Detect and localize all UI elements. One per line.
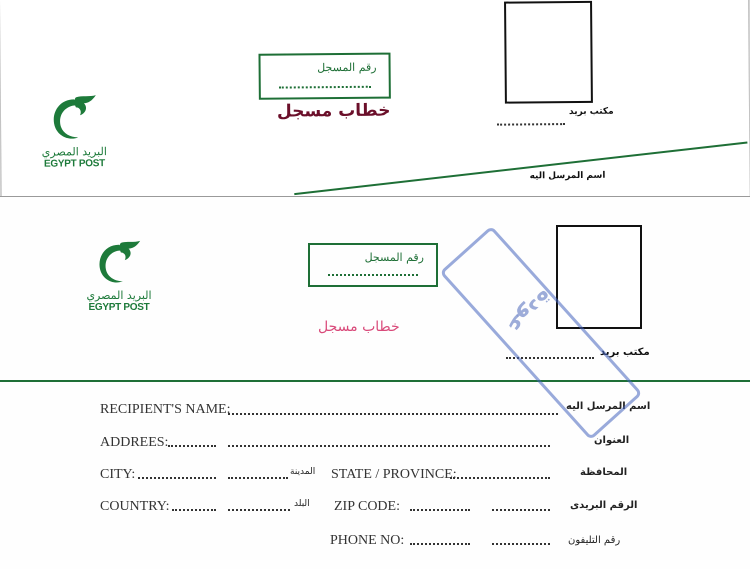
registration-number-label: رقم المسجل [317,60,377,75]
registration-number-label: رقم المسجل [364,251,424,264]
zip-code-arabic-label: الرقم البريدى [570,500,638,511]
country-label: COUNTRY: [100,499,170,514]
state-label: STATE / PROVINCE: [331,467,457,482]
registration-number-box [308,243,438,287]
state-dotline [450,477,550,479]
address-arabic-label: العنوان [594,435,630,446]
city-dotline-1 [138,477,216,479]
post-office-dotline [497,123,565,126]
phone-dotline-2 [492,543,550,545]
city-label: CITY: [100,467,136,482]
country-dotline-2 [228,509,290,511]
phone-arabic-label: رقم التليفون [568,535,621,546]
logo-arabic-text: البريد المصري [86,289,152,302]
front-green-divider [0,380,750,382]
back-envelope [0,0,750,210]
country-dotline-1 [172,509,216,511]
stamp-box [504,1,593,104]
postmark-text: عودة [501,284,558,339]
registered-letter-title: خطاب مسجل [318,319,400,335]
front-envelope [0,196,750,569]
recipient-name-dotline [228,413,558,415]
zip-code-dotline-2 [492,509,550,511]
egypt-post-bird-icon [46,93,102,145]
address-dotline-1 [168,445,216,447]
zip-code-dotline-1 [410,509,470,511]
logo-english-text: EGYPT POST [43,158,105,170]
logo-english-text: EGYPT POST [88,302,150,313]
city-dotline-2 [228,477,288,479]
state-arabic-label: المحافظة [580,467,628,478]
logo-arabic-text: البريد المصري [41,145,107,159]
registered-letter-title: خطاب مسجل [276,100,391,122]
back-recipient-label: اسم المرسل اليه [529,170,606,182]
recipient-name-arabic-label: اسم المرسل اليه [566,401,651,412]
recipient-name-label: RECIPIENT'S NAME: [100,402,231,417]
post-office-label: مكتب بريد [568,106,614,118]
address-dotline-2 [228,445,550,447]
egypt-post-logo [84,239,154,314]
registration-number-dotline [328,274,418,276]
registration-number-dotline [279,86,371,89]
egypt-post-bird-icon [91,239,147,289]
zip-code-label: ZIP CODE: [334,499,400,514]
back-green-divider [294,141,747,195]
address-label: ADDREES: [100,435,169,450]
phone-label: PHONE NO: [330,533,405,548]
phone-dotline-1 [410,543,470,545]
egypt-post-logo [39,93,110,171]
post-office-label: مكتب بريد [600,347,650,358]
registration-number-box [258,53,390,100]
country-arabic-label: البلد [294,499,310,509]
city-arabic-label: المدينة [290,467,316,477]
